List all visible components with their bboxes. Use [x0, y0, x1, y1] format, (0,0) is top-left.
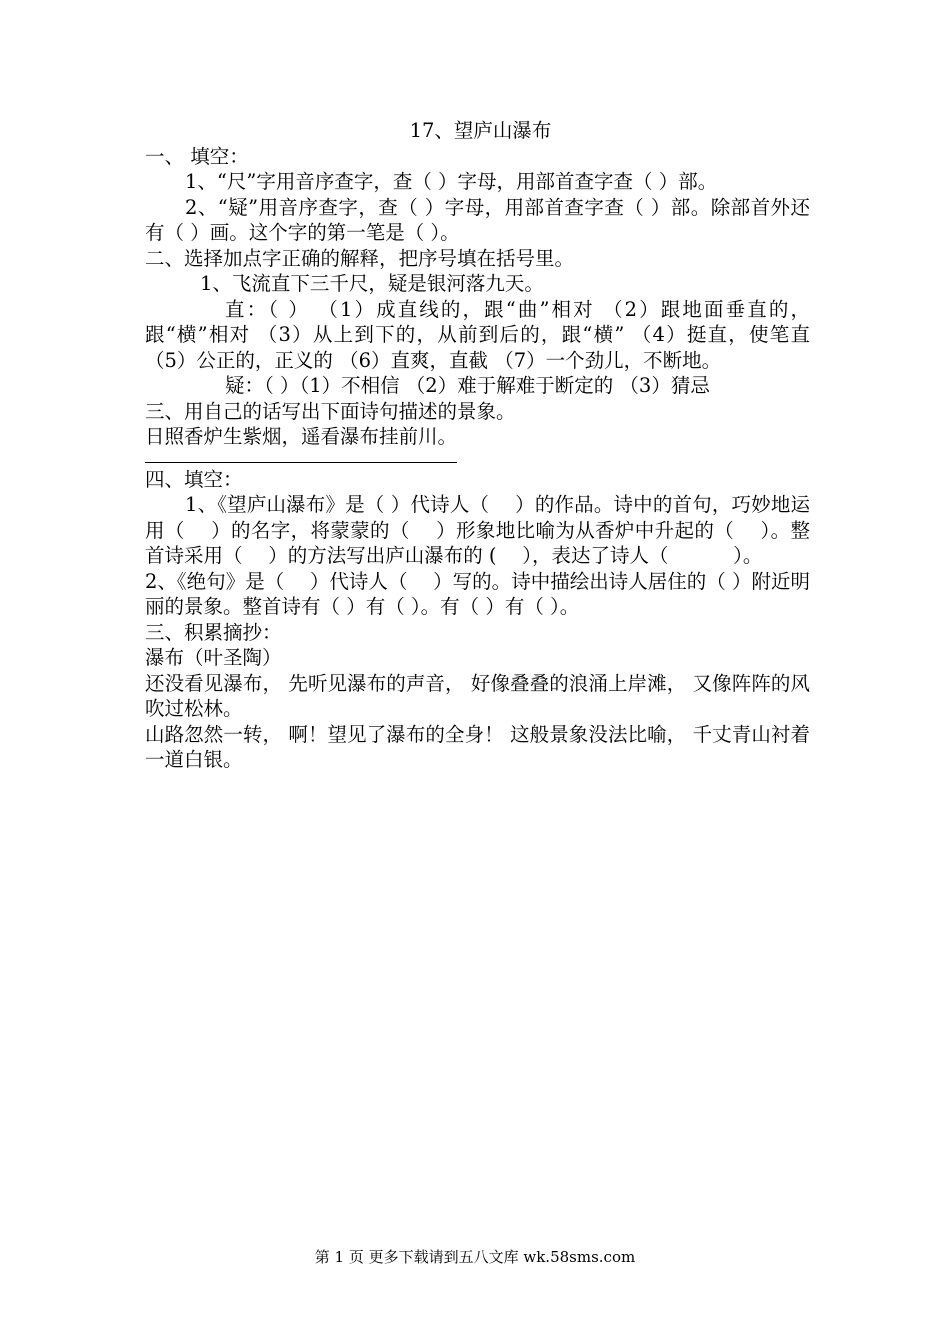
section-3-heading: 三、用自己的话写出下面诗句描述的景象。 — [145, 399, 516, 423]
document-title: 17、望庐山瀑布 — [409, 119, 552, 142]
question-1-1: 1、“尺”字用音序查字，查（ ）字母，用部首查字查（ ）部。 — [185, 170, 718, 193]
page-footer: 第 1 页 更多下载请到五八文库 wk.58sms.com — [314, 1248, 636, 1266]
section-4-heading: 四、填空： — [145, 467, 243, 491]
question-1-2: 2、“疑”用音序查字，查（ ）字母，用部首查字查（ ）部。除部首外还有（ ）画。这个字的第一笔是（ ）。 — [145, 195, 810, 244]
section-1-heading: 一、 填空： — [145, 144, 249, 168]
answer-underline — [145, 462, 457, 463]
section-3-poem: 日照香炉生紫烟，遥看瀑布挂前川。 — [145, 425, 458, 448]
section-2-heading: 二、选择加点字正确的解释，把序号填在括号里。 — [145, 246, 575, 270]
excerpt-paragraph-1: 还没看见瀑布， 先听见瀑布的声音， 好像叠叠的浪涌上岸滩， 又像阵阵的风吹过松林。 — [145, 671, 810, 720]
excerpt-paragraph-2: 山路忽然一转， 啊！望见了瀑布的全身！ 这般景象没法比喻， 千丈青山衬着一道白银。 — [145, 722, 810, 771]
question-4-2: 2、《绝句》是（ ）代诗人（ ）写的。诗中描绘出诗人居住的（ ）附近明丽的景象。整首诗有（ ）有（ ）。有（ ）有（ ）。 — [145, 569, 810, 618]
section-accumulate-heading: 三、积累摘抄： — [145, 620, 282, 644]
excerpt-title: 瀑布（叶圣陶） — [145, 646, 282, 669]
question-4-1: 1、《望庐山瀑布》是（ ）代诗人（ ）的作品。诗中的首句，巧妙地运用（ ）的名字，将蒙蒙的（ ）形象地比喻为从香炉中升起的（ ）。整首诗采用（ ）的方法写出庐山瀑布的 ( ），表达了诗人（ ）。 — [145, 493, 810, 567]
document-content — [145, 118, 810, 773]
poem-line: 1、飞流直下三千尺，疑是银河落九天。 — [200, 272, 544, 295]
question-2-yi: 疑：（ ）（1）不相信 （2）难于解难于断定的 （3）猜忌 — [225, 374, 710, 397]
question-2-zhi: 直：（ ） （1）成直线的，跟“曲”相对 （2）跟地面垂直的，跟“横”相对 （3）从上到下的，从前到后的，跟“横” （4）挺直，使笔直 （5）公正的，正义的 （6）直爽，直截 （7）一个劲儿，不断地。 — [145, 297, 810, 372]
